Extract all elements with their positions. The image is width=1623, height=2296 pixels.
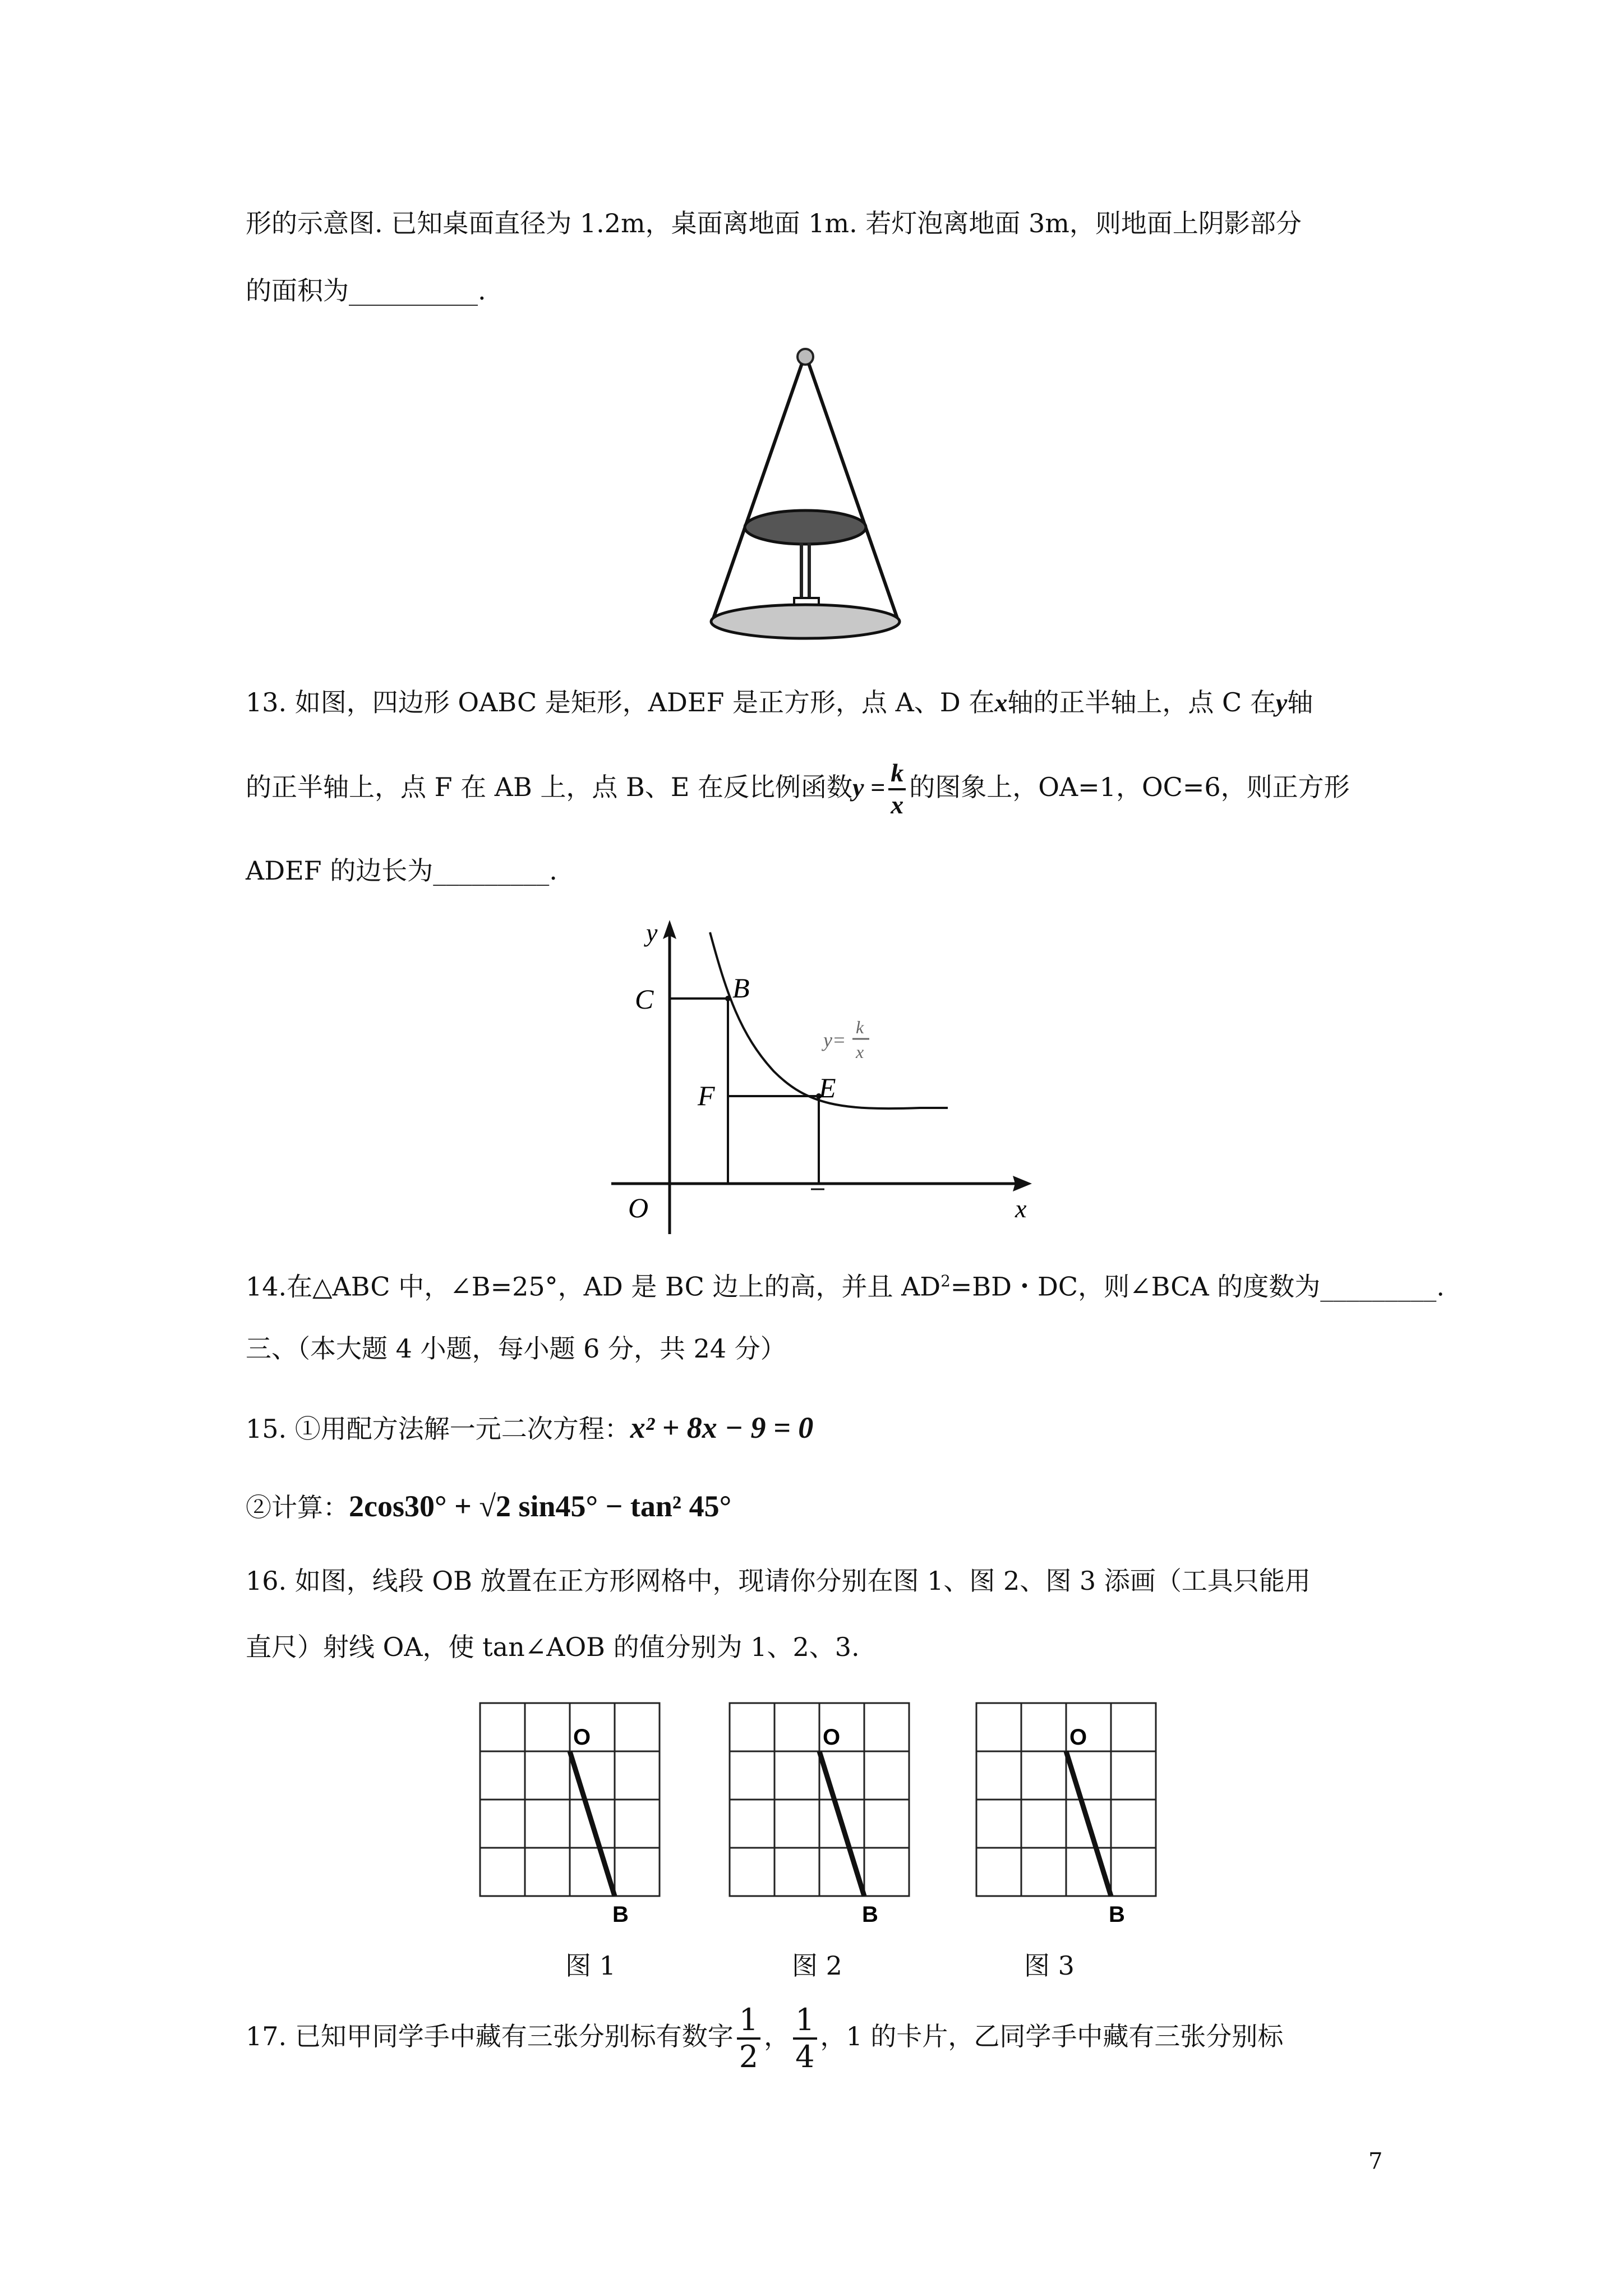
fraction-one-quarter (793, 2003, 817, 2074)
point-B-dot (725, 996, 731, 1001)
segment-OB (570, 1751, 615, 1896)
label-O: O (628, 1192, 649, 1223)
x-axis-arrow (1013, 1176, 1032, 1191)
section3-heading: 三、（本大题 4 小题，每小题 6 分，共 24 分） (246, 1333, 786, 1364)
q16-line1: 16. 如图，线段 OB 放置在正方形网格中，现请你分别在图 1、图 2、图 3 添画（工具只能用 (246, 1566, 1311, 1596)
lamp-bulb (797, 349, 813, 365)
curve-label-num: k (856, 1017, 864, 1037)
q17-line1 (246, 2003, 1283, 2074)
y-variable: y (1275, 688, 1288, 717)
q14-text-a: 14.在△ABC 中，∠B=25°，AD 是 BC 边上的高，并且 AD (246, 1271, 941, 1302)
fraction-numerator: k (888, 758, 906, 790)
fraction-numerator: 1 (737, 2003, 760, 2040)
point-B-label: B (1109, 1902, 1125, 1927)
q15-equation: x² + 8x − 9 = 0 (630, 1411, 814, 1444)
q13-line2-a: 的正半轴上，点 F 在 AB 上，点 B、E 在反比例函数 (246, 771, 853, 802)
q17-text-a: 17. 已知甲同学手中藏有三张分别标有数字 (246, 2021, 734, 2052)
k-over-x-fraction (888, 758, 906, 820)
q13-line3: ADEF 的边长为_________. (246, 855, 557, 886)
point-O-label: O (573, 1725, 591, 1750)
q14-line1 (246, 1264, 1445, 1303)
cone-right-edge (809, 364, 898, 622)
q13-line1-c: 轴 (1287, 687, 1313, 717)
point-O-label: O (823, 1725, 841, 1750)
q12-line2: 的面积为__________. (246, 275, 486, 306)
label-C: C (635, 983, 654, 1015)
label-F: F (698, 1080, 715, 1111)
fraction-numerator: 1 (793, 2003, 817, 2040)
q15-expression: 2cos30° + √2 sin45° − tan² 45° (349, 1489, 732, 1523)
q14-superscript: 2 (940, 1272, 951, 1290)
fraction-one-half (737, 2003, 760, 2074)
grid-figure-1 (477, 1700, 662, 1927)
function-lhs: y = (852, 772, 886, 802)
q15-line2 (246, 1487, 731, 1527)
q12-line1: 形的示意图. 已知桌面直径为 1.2m，桌面离地面 1m. 若灯泡离地面 3m，则地面上阴影部分 (246, 208, 1302, 238)
label-E: E (819, 1072, 836, 1103)
point-B-label: B (612, 1902, 629, 1927)
q14-text-b: =BD・DC，则∠BCA 的度数为_________. (950, 1271, 1445, 1302)
fraction-denominator: 2 (739, 2039, 759, 2075)
ground-shadow (711, 605, 900, 638)
hyperbola-figure (606, 914, 1054, 1240)
point-B-label: B (862, 1902, 878, 1927)
caption-figure-3: 图 3 (1024, 1950, 1075, 1981)
q13-line1-b: 轴的正半轴上，点 C 在 (1007, 687, 1276, 717)
fraction-denominator: 4 (795, 2039, 815, 2075)
x-variable: x (994, 688, 1008, 717)
caption-figure-1: 图 1 (565, 1950, 616, 1981)
label-x: x (1015, 1194, 1027, 1223)
table-leg-right (808, 543, 811, 599)
q17-separator: ， (764, 2021, 790, 2052)
curve-label-lhs: y= (823, 1029, 846, 1051)
grid-figure-3 (973, 1700, 1158, 1927)
label-y: y (646, 918, 658, 947)
q15-line1 (246, 1408, 813, 1448)
q16-line2: 直尺）射线 OA，使 tan∠AOB 的值分别为 1、2、3. (246, 1632, 860, 1662)
segment-OB (819, 1751, 864, 1896)
q13-line2-b: 的图象上，OA=1，OC=6，则正方形 (909, 771, 1350, 802)
q17-text-b: ，1 的卡片，乙同学手中藏有三张分别标 (820, 2021, 1284, 2052)
grid-figure-2 (726, 1700, 911, 1927)
cone-left-edge (712, 364, 802, 622)
tabletop (745, 510, 866, 544)
q13-line2 (246, 758, 1350, 820)
lamp-cone-figure (695, 337, 909, 651)
q13-line1-a: 13. 如图，四边形 OABC 是矩形，ADEF 是正方形，点 A、D 在 (246, 687, 995, 717)
segment-OB (1066, 1751, 1111, 1896)
table-leg-left (800, 543, 803, 599)
label-B: B (732, 972, 750, 1004)
fraction-denominator: x (891, 790, 904, 819)
q15-text: 15. ①用配方法解一元二次方程： (246, 1414, 630, 1444)
page-number: 7 (1368, 2148, 1383, 2174)
point-O-label: O (1069, 1725, 1087, 1750)
curve-label-den: x (856, 1042, 864, 1062)
q15-text2: ②计算： (246, 1492, 349, 1522)
caption-figure-2: 图 2 (792, 1950, 842, 1981)
q13-line1 (246, 685, 1313, 720)
